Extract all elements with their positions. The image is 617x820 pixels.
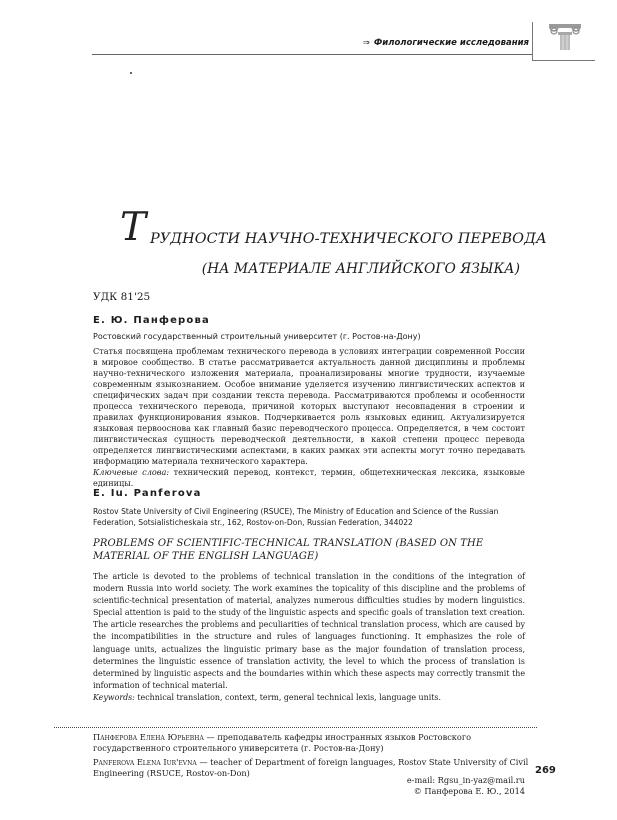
page-number: 269 xyxy=(535,765,556,776)
footnote-en-text: — teacher of Department of foreign languages, Rostov State University of Civil Engineering (RSUCE, Rostov-on-Don) xyxy=(93,757,529,778)
affiliation-en: Rostov State University of Civil Engineering (RSUCE), The Ministry of Education and Science of the Russian Federation, Sotsialisticheskaia str., 162, Rostov-on-Don, Russian Federation, 344022 xyxy=(93,507,499,527)
copyright: © Панферова Е. Ю., 2014 xyxy=(413,786,525,796)
title-line-1: РУДНОСТИ НАУЧНО-ТЕХНИЧЕСКОГО ПЕРЕВОДА xyxy=(150,231,547,247)
stray-dot xyxy=(130,72,132,74)
footnote-ru-text: — преподаватель кафедры иностранных языков Ростовского государственного строительного университета (г. Ростов-на-Дону) xyxy=(93,732,472,753)
keywords-en-text: technical translation, context, term, general technical lexis, language units. xyxy=(134,692,441,702)
abstract-ru xyxy=(93,346,525,489)
footnote-ru-name: Панферова Елена Юрьевна xyxy=(93,732,204,742)
section-title: Филологические исследования xyxy=(373,38,529,48)
keywords-en xyxy=(93,692,525,704)
arrow-icon: ⇒ xyxy=(362,38,370,48)
abstract-en-text: The article is devoted to the problems of technical translation in the conditions of the integration of modern Russia into world society. The work examines the topicality of this discipline and the problems of scientific-technical presentation of material, analyzes numerous difficulties studies by modern linguistics. Special attention is paid to the study of the linguistic aspects and specific goals of translation text creation. The article researches the problems and peculiarities of technical translation process, which are caused by the incompatibilities in the structure and rules of languages functioning. It emphasizes the role of language units, actualizes the linguistic primary base as the major foundation of translation process, determines the linguistic essence of translation activity, the level to which the process of translation is determined by linguistic aspects and the boundaries within which these aspects may correctly transmit the information of technical material. xyxy=(93,572,525,690)
running-header xyxy=(300,38,529,48)
abstract-en xyxy=(93,571,525,704)
contact-block xyxy=(320,775,525,797)
abstract-ru-text: Статья посвящена проблемам технического перевода в условиях интеграции современной России в мировое сообщество. В статье рассматривается актуальность данной дисциплины и проблемы научно-технического изложения материала, проанализированы многие трудности, изучаемые современным языкознанием. Особое внимание уделяется изучению лингвистических аспектов и специфических задач при создании текста перевода. Рассматриваются проблемы и особенности процесса технического перевода, причиной которых выступают несовпадения в строении и правилах функционирования языков. Подчеркивается роль языковых единиц. Актуализируется языковая первооснова как главный базис переводческого процесса. Определяется, в чем состоит лингвистическая сущность переводческой деятельности, в какой степени процесс перевода определяется лингвистическими аспектами, в каких рамках эти аспекты могут точно передавать информацию материала технического характера. xyxy=(93,346,525,466)
keywords-ru xyxy=(93,467,525,489)
title-en: PROBLEMS OF SCIENTIFIC-TECHNICAL TRANSLATION (BASED ON THE MATERIAL OF THE ENGLISH LANGUAGE) xyxy=(93,538,484,562)
footnote-en-name: Panferova Elena Iur'evna xyxy=(93,757,197,767)
column-capital-icon xyxy=(548,22,582,50)
footnote-ru xyxy=(93,732,533,754)
title-initial: Т xyxy=(120,205,147,250)
keywords-ru-label: Ключевые слова: xyxy=(93,467,170,477)
udk-code: УДК 81'25 xyxy=(93,291,151,303)
author-name-en: E. Iu. Panferova xyxy=(93,488,202,499)
author-name-ru: Е. Ю. Панферова xyxy=(93,315,210,326)
title-line-2: (НА МАТЕРИАЛЕ АНГЛИЙСКОГО ЯЗЫКА) xyxy=(201,261,520,277)
header-rule xyxy=(92,54,532,55)
footnote-separator xyxy=(54,727,537,728)
keywords-en-label: Keywords: xyxy=(93,692,135,702)
affiliation-ru: Ростовский государственный строительный университет (г. Ростов-на-Дону) xyxy=(93,332,421,341)
author-email: e-mail: Rgsu_in-yaz@mail.ru xyxy=(406,775,525,785)
keywords-ru-text: технический перевод, контекст, термин, общетехническая лексика, языковые единицы. xyxy=(93,467,525,488)
